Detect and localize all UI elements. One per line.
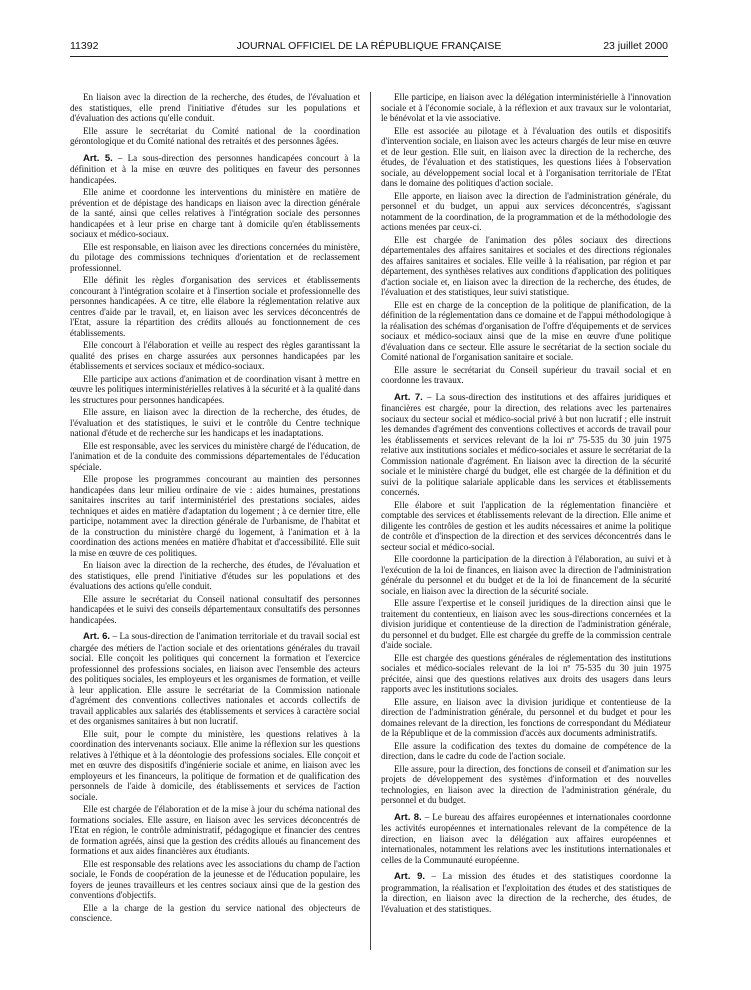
paragraph: Elle est responsable, en liaison avec les directions concernées du ministère, du pilotage des commissions techniques d'orientation et de reclassement professionnel. [70,241,360,273]
article-paragraph [381,871,671,914]
paragraph: Elle propose les programmes concourant au maintien des personnes handicapées dans leur milieu ordinaire de vie : aides humaines, prestations sanitaires inscrites au tarif interministériel des prestations sociales, aides techniques et aides en matière d'adaptation du logement ; à ce dernier titre, elle participe, notamment avec la direction générale de l'urbanisme, de l'habitat et de la construction du ministère chargé du logement, à l'animation et à la coordination des actions menées en matière d'habitat et d'accessibilité. Elle suit la mise en œuvre de ces politiques. [70,474,360,558]
paragraph: Elle participe, en liaison avec la délégation interministérielle à l'innovation sociale et à l'économie sociale, à la réflexion et aux travaux sur le volontariat, le bénévolat et la vie associative. [381,92,671,123]
paragraph: Elle est chargée des questions générales de réglementation des institutions sociales et médico-sociales relevant de la loi nº 75-535 du 30 juin 1975 précitée, ainsi que des questions relatives aux droits des usagers dans leurs rapports avec les institutions sociales. [381,652,671,694]
paragraph: Elle assure la codification des textes du domaine de compétence de la direction, dans le cadre du code de l'action sociale. [381,740,671,761]
left-column [70,92,360,982]
paragraph: Elle assure, en liaison avec la division juridique et contentieuse de la direction de l'administration générale, du personnel et du budget et pour les domaines relevant de la direction, les fonctions de correspondant du Médiateur de la République et de la commission d'accès aux documents administratifs. [381,696,671,738]
article-number: Art. 6. [83,631,111,642]
paragraph: Elle assure le secrétariat du Comité national de la coordination gérontologique et du Comité national des retraités et des personnes âgées. [70,125,360,146]
paragraph: Elle apporte, en liaison avec la direction de l'administration générale, du personnel et du budget, un appui aux services déconcentrés, s'agissant notamment de la coordination, de la programmation et de la méthodologie des actions menées par ceux-ci. [381,190,671,232]
paragraph: Elle a la charge de la gestion du service national des objecteurs de conscience. [70,902,360,923]
article-number: Art. 7. [394,391,423,403]
paragraph: En liaison avec la direction de la recherche, des études, de l'évaluation et des statistiques, elle prend l'initiative d'études sur les populations et des évaluations des actions qu'elle conduit. [70,560,360,591]
publication-date: 23 juillet 2000 [603,40,668,52]
article-paragraph [381,812,671,866]
article-text: – Le bureau des affaires européennes et internationales coordonne les activités européennes et internationales relevant de la compétence de la direction, en liaison avec la délégation aux affaires européennes et internationales, notamment les relations avec les institutions internationales et celles de la Communauté européenne. [381,811,671,865]
paragraph: Elle coordonne la participation de la direction à l'élaboration, au suivi et à l'exécution de la loi de finances, en liaison avec la direction de l'administration générale du personnel et du budget et de la loi de financement de la sécurité sociale, en liaison avec la direction de la sécurité sociale. [381,554,671,596]
paragraph: Elle assure le secrétariat du Conseil national consultatif des personnes handicapées et le suivi des conseils départementaux consultatifs des personnes handicapées. [70,593,360,625]
article-number: Art. 9. [394,871,426,882]
article-text: – La sous-direction des institutions et des affaires juridiques et financières est chargée, pour la direction, des relations avec les partenaires sociaux du secteur social et médico-social privé à but non lucratif ; elle instruit les demandes d'agrément des conventions collectives et accords de travail pour les établissements et services relevant de la loi nº 75-535 du 30 juin 1975 relative aux institutions sociales et médico-sociales et assure le secrétariat de la Commission nationale d'agrément. En liaison avec la direction de la sécurité sociale et le ministère chargé du budget, elle est chargée de la définition et du suivi de la politique salariale applicable dans les services et établissements concernés. [381,391,671,497]
paragraph: Elle est chargée de l'élaboration et de la mise à jour du schéma national des formations sociales. Elle assure, en liaison avec les services déconcentrés de l'Etat en région, le contrôle administratif, pédagogique et financier des centres de formation agréés, ainsi que la gestion des crédits alloués au financement des formations et aux aides financières aux étudiants. [70,804,360,856]
paragraph: Elle suit, pour le compte du ministère, les questions relatives à la coordination des intervenants sociaux. Elle anime la réflexion sur les questions relatives à l'éthique et à la déontologie des professions sociales. Elle conçoit et met en œuvre des dispositifs d'ingénierie sociale et anime, en liaison avec les employeurs et les financeurs, la politique de formation et de qualification des personnels de l'aide à domicile, des établissements et services de l'action sociale. [70,728,360,802]
article-text: – La sous-direction de l'animation territoriale et du travail social est chargée des métiers de l'action sociale et des orientations générales du travail social. Elle conçoit les politiques qui concernent la formation et l'exercice professionnel des professions sociales, en liaison avec l'ensemble des acteurs des politiques sociales, les employeurs et les organismes de formation, et veille à leur application. Elle assure le secrétariat de la Commission nationale d'agrément des conventions collectives nationales et accords collectifs de travail applicables aux salariés des établissements et services à caractère social et des organismes sanitaires à but non lucratif. [70,631,360,726]
paragraph: En liaison avec la direction de la recherche, des études, de l'évaluation et des statistiques, elle prend l'initiative d'études sur les populations et d'évaluation des actions qu'elle conduit. [70,92,360,123]
paragraph: Elle assure le secrétariat du Conseil supérieur du travail social et en coordonne les travaux. [381,364,671,385]
article-paragraph [381,392,671,498]
paragraph: Elle assure, en liaison avec la direction de la recherche, des études, de l'évaluation et des statistiques, le suivi et le contrôle du Centre technique national d'étude et de recherche sur les handicaps et les inadaptations. [70,407,360,438]
paragraph: Elle est en charge de la conception de la politique de planification, de la définition de la réglementation dans ce domaine et de l'appui méthodologique à la réalisation des schémas d'organisation de l'offre d'équipements et de services sociaux et médico-sociaux ainsi que de la mise en œuvre d'une politique d'évaluation dans ce secteur. Elle assure le secrétariat de la section sociale du Comité national de l'organisation sanitaire et sociale. [381,299,671,362]
paragraph: Elle élabore et suit l'application de la réglementation financière et comptable des services et établissements relevant de la direction. Elle anime et diligente les contrôles de gestion et les audits nécessaires et anime la politique de contrôle et d'inspection de la direction et des services déconcentrés dans le secteur social et médico-social. [381,499,671,552]
column-divider [370,92,371,950]
right-column [381,92,671,982]
article-paragraph [70,153,360,186]
article-paragraph [70,631,360,727]
paragraph: Elle anime et coordonne les interventions du ministère en matière de prévention et de dépistage des handicaps en liaison avec la direction générale de la santé, ainsi que celles relatives à l'intégration sociale des personnes handicapées et à leur prise en charge tant à domicile qu'en établissements sociaux et médico-sociaux. [70,187,360,239]
page-number: 11392 [70,40,99,52]
paragraph: Elle participe aux actions d'animation et de coordination visant à mettre en œuvre les politiques interministérielles relatives à la sécurité et à la qualité dans les structures pour personnes handicapées. [70,373,360,405]
paragraph: Elle assure, pour la direction, des fonctions de conseil et d'animation sur les projets de développement des systèmes d'information et des nouvelles technologies, en liaison avec la direction de l'administration générale, du personnel et du budget. [381,763,671,805]
journal-title: JOURNAL OFFICIEL DE LA RÉPUBLIQUE FRANÇAISE [236,40,502,52]
article-text: – La sous-direction des personnes handicapées concourt à la définition et à la mise en œuvre des politiques en faveur des personnes handicapées. [70,152,360,185]
running-header [70,40,668,54]
paragraph: Elle est associée au pilotage et à l'évaluation des outils et dispositifs d'intervention sociale, en liaison avec les acteurs chargés de leur mise en œuvre et de leur gestion. Elle suit, en liaison avec la direction de la recherche, des études, de l'évaluation et des statistiques, les questions liées à l'observation sociale, au développement social local et à l'organisation territoriale de l'Etat dans le domaine des politiques d'action sociale. [381,125,671,188]
paragraph: Elle est responsable, avec les services du ministère chargé de l'éducation, de l'animation et de la conduite des commissions départementales de l'éducation spéciale. [70,440,360,472]
header-rule [70,56,668,57]
paragraph: Elle concourt à l'élaboration et veille au respect des règles garantissant la qualité des prises en charge assurées aux personnes handicapées par les établissements et services sociaux et médico-sociaux. [70,340,360,371]
article-number: Art. 8. [394,811,422,823]
paragraph: Elle est responsable des relations avec les associations du champ de l'action sociale, le Fonds de coopération de la jeunesse et de l'éducation populaire, les foyers de jeunes travailleurs et les centres sociaux ainsi que de la gestion des conventions d'objectifs. [70,858,360,900]
paragraph: Elle est chargée de l'animation des pôles sociaux des directions départementales des affaires sanitaires et sociales et des directions régionales des affaires sanitaires et sociales. Elle veille à la réalisation, par région et par département, des synthèses relatives aux conditions d'application des politiques d'action sociale et, en liaison avec la direction de la recherche, des études, de l'évaluation et des statistiques, leur suivi statistique. [381,234,671,297]
paragraph: Elle assure l'expertise et le conseil juridiques de la direction ainsi que le traitement du contentieux, en liaison avec les sous-directions concernées et la division juridique et contentieuse de la direction de l'administration générale, du personnel et du budget. Elle est chargée du greffe de la commission centrale d'aide sociale. [381,598,671,650]
article-number: Art. 5. [83,152,113,164]
article-text: – La mission des études et des statistiques coordonne la programmation, la réalisation et l'exploitation des études et des statistiques de la direction, en liaison avec la direction de la recherche, des études, de l'évaluation et des statistiques. [381,871,671,914]
paragraph: Elle définit les règles d'organisation des services et établissements concourant à l'intégration scolaire et à l'insertion sociale et professionnelle des personnes handicapées. A ce titre, elle élabore la réglementation relative aux centres d'aide par le travail, et, en liaison avec les services déconcentrés de l'Etat, assure la répartition des crédits alloués au fonctionnement de ces établissements. [70,275,360,338]
